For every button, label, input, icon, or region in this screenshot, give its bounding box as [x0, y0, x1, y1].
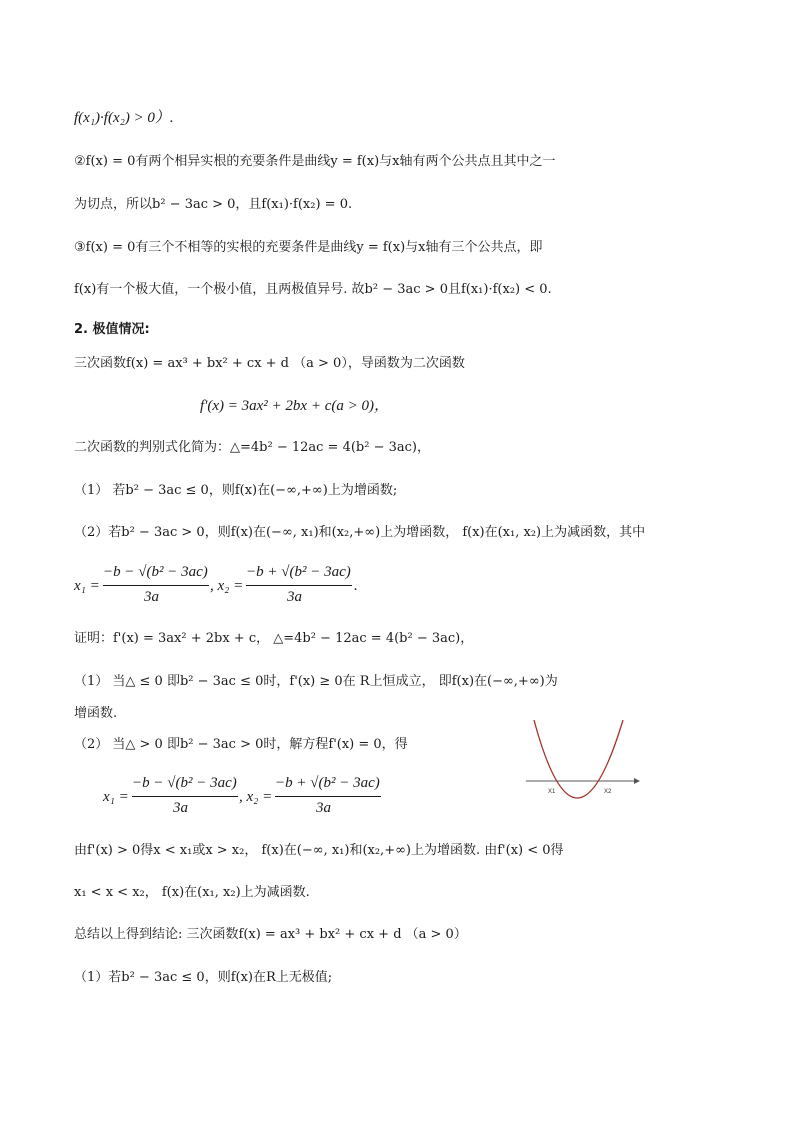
x1-label-2: x₁ = — [103, 789, 129, 805]
proof-line: 证明：f'(x) = 3ax² + 2bx + c， △=4b² − 12ac = 4(b² − 3ac)， — [74, 631, 474, 646]
parabola-figure — [526, 716, 641, 816]
x1-denominator: 3a — [144, 589, 159, 605]
text-line-3: 为切点，所以b² − 3ac > 0，且f(x₁)·f(x₂) = 0. — [74, 197, 353, 212]
root-label-x1: X1 — [548, 789, 556, 795]
section-heading: 2. 极值情况: — [74, 322, 150, 337]
case-1-line: （1） 若b² − 3ac ≤ 0，则f(x)在(−∞,+∞)上为增函数; — [74, 483, 398, 498]
proof-case-1-cont: 增函数. — [74, 706, 118, 721]
x1-denominator-2: 3a — [173, 800, 188, 816]
x2-numerator: −b + √(b² − 3ac) — [246, 564, 351, 580]
root-label-x2: X2 — [604, 789, 612, 795]
text-line-2: ②f(x) = 0有两个相异实根的充要条件是曲线y = f(x)与x轴有两个公共点且其中之一 — [74, 154, 556, 169]
x1-numerator: −b − √(b² − 3ac) — [103, 564, 208, 580]
case-2-line: （2）若b² − 3ac > 0，则f(x)在(−∞, x₁)和(x₂,+∞)上为增函数， f(x)在(x₁, x₂)上为减函数，其中 — [74, 525, 646, 540]
x2-fraction-bar-2 — [275, 796, 381, 797]
x-axis-arrow — [634, 778, 640, 784]
x1-numerator-2: −b − √(b² − 3ac) — [132, 775, 237, 791]
discriminant-line: 二次函数的判别式化简为：△=4b² − 12ac = 4(b² − 3ac)， — [74, 440, 430, 455]
parabola-curve — [534, 720, 623, 798]
x1-label: x₁ = — [74, 578, 100, 594]
x1-fraction-bar — [103, 585, 209, 586]
text-line-5: f(x)有一个极大值，一个极小值，且两极值异号. 故b² − 3ac > 0且f(x₁)·f(x₂) < 0. — [74, 282, 552, 297]
proof-case-2: （2） 当△ > 0 即b² − 3ac > 0时，解方程f'(x) = 0，得 — [74, 737, 408, 752]
x1-fraction-bar-2 — [132, 796, 238, 797]
text-line-4: ③f(x) = 0有三个不相等的实根的充要条件是曲线y = f(x)与x轴有三个公共点，即 — [74, 240, 543, 255]
monotonic-line-2: x₁ < x < x₂， f(x)在(x₁, x₂)上为减函数. — [74, 885, 310, 900]
conclusion-line: 总结以上得到结论: 三次函数f(x) = ax³ + bx² + cx + d （a > 0） — [74, 927, 467, 942]
derivative-formula: f'(x) = 3ax² + 2bx + c(a > 0)， — [200, 398, 389, 414]
x2-denominator-2: 3a — [316, 800, 331, 816]
x2-fraction-bar — [246, 585, 352, 586]
x2-denominator: 3a — [287, 589, 302, 605]
monotonic-line-1: 由f'(x) > 0得x < x₁或x > x₂， f(x)在(−∞, x₁)和(x₂,+∞)上为增函数. 由f'(x) < 0得 — [74, 843, 564, 858]
text-line-7: 三次函数f(x) = ax³ + bx² + cx + d （a > 0），导函数为二次函数 — [74, 356, 465, 371]
x2-numerator-2: −b + √(b² − 3ac) — [275, 775, 380, 791]
x2-label-2: , x₂ = — [239, 789, 273, 805]
conclusion-case-1: （1）若b² − 3ac ≤ 0，则f(x)在R上无极值; — [74, 970, 333, 985]
text-line-1: f(x₁)·f(x₂) > 0）. — [74, 110, 174, 126]
x2-label: , x₂ = — [210, 578, 244, 594]
formula-end: . — [354, 578, 358, 594]
proof-case-1: （1） 当△ ≤ 0 即b² − 3ac ≤ 0时，f'(x) ≥ 0在 R上恒成立， 即f(x)在(−∞,+∞)为 — [74, 674, 558, 689]
